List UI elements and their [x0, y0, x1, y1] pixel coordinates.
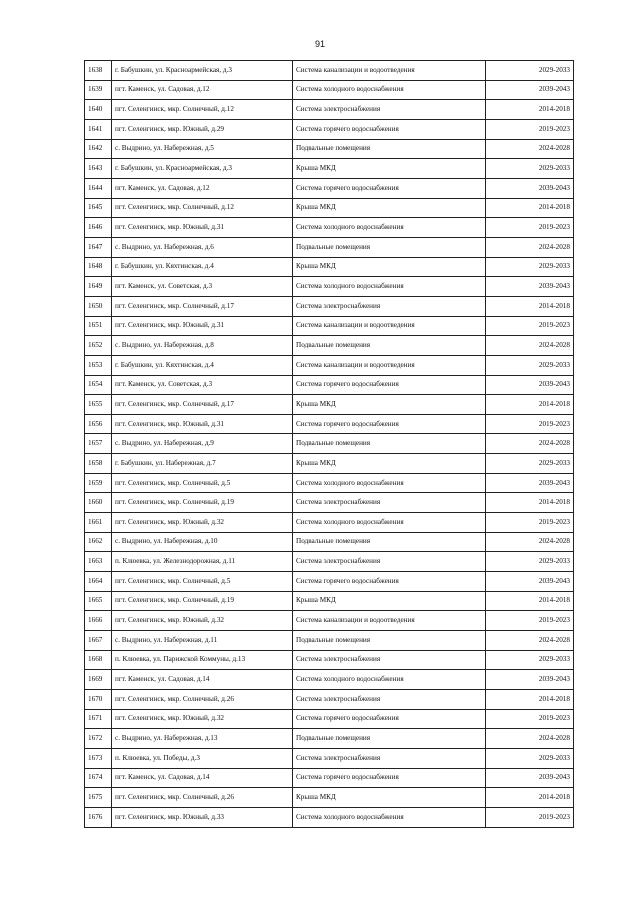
row-period: 2014-2018: [486, 690, 574, 710]
row-period: 2029-2033: [486, 748, 574, 768]
row-system: Подвальные помещения: [293, 729, 486, 749]
row-system: Система горячего водоснабжения: [293, 178, 486, 198]
row-number: 1675: [85, 788, 112, 808]
page-number: 91: [314, 39, 325, 49]
row-system: Система электроснабжения: [293, 690, 486, 710]
row-system: Крыша МКД: [293, 257, 486, 277]
row-system: Система электроснабжения: [293, 493, 486, 513]
row-address: с. Выдрино, ул. Набережная, д.9: [112, 434, 293, 454]
row-period: 2019-2023: [486, 316, 574, 336]
row-number: 1650: [85, 296, 112, 316]
row-address: пгт. Селенгинск, мкр. Солнечный, д.5: [112, 473, 293, 493]
row-period: 2029-2033: [486, 454, 574, 474]
row-number: 1664: [85, 572, 112, 592]
row-number: 1656: [85, 414, 112, 434]
row-address: с. Выдрино, ул. Набережная, д.11: [112, 631, 293, 651]
row-system: Система канализации и водоотведения: [293, 355, 486, 375]
row-system: Система горячего водоснабжения: [293, 709, 486, 729]
row-period: 2029-2033: [486, 552, 574, 572]
row-address: пгт. Каменск, ул. Садовая, д.12: [112, 80, 293, 100]
row-period: 2039-2043: [486, 572, 574, 592]
row-period: 2019-2023: [486, 611, 574, 631]
row-period: 2039-2043: [486, 375, 574, 395]
row-period: 2019-2023: [486, 119, 574, 139]
table-row: [85, 729, 574, 749]
table-row: [85, 61, 574, 81]
table-row: [85, 631, 574, 651]
row-system: Подвальные помещения: [293, 434, 486, 454]
row-number: 1669: [85, 670, 112, 690]
row-system: Система горячего водоснабжения: [293, 768, 486, 788]
row-system: Система горячего водоснабжения: [293, 119, 486, 139]
row-number: 1671: [85, 709, 112, 729]
row-address: п. Клюевка, ул. Победы, д.3: [112, 748, 293, 768]
table-body: [85, 61, 574, 828]
row-period: 2019-2023: [486, 807, 574, 827]
row-system: Система электроснабжения: [293, 552, 486, 572]
row-address: с. Выдрино, ул. Набережная, д.6: [112, 237, 293, 257]
table-row: [85, 591, 574, 611]
row-period: 2014-2018: [486, 493, 574, 513]
row-number: 1668: [85, 650, 112, 670]
table-row: [85, 454, 574, 474]
row-number: 1638: [85, 61, 112, 81]
row-period: 2029-2033: [486, 257, 574, 277]
table-row: [85, 670, 574, 690]
table-row: [85, 748, 574, 768]
row-system: Система горячего водоснабжения: [293, 572, 486, 592]
row-system: Система электроснабжения: [293, 100, 486, 120]
row-system: Система канализации и водоотведения: [293, 61, 486, 81]
row-address: пгт. Селенгинск, мкр. Солнечный, д.12: [112, 100, 293, 120]
table-row: [85, 375, 574, 395]
row-number: 1676: [85, 807, 112, 827]
repair-schedule-table: [84, 60, 574, 828]
row-period: 2039-2043: [486, 768, 574, 788]
table-row: [85, 434, 574, 454]
row-address: пгт. Селенгинск, мкр. Солнечный, д.26: [112, 788, 293, 808]
row-number: 1639: [85, 80, 112, 100]
row-address: пгт. Селенгинск, мкр. Южный, д.29: [112, 119, 293, 139]
row-number: 1663: [85, 552, 112, 572]
row-period: 2039-2043: [486, 277, 574, 297]
row-period: 2024-2028: [486, 532, 574, 552]
table-row: [85, 139, 574, 159]
row-number: 1670: [85, 690, 112, 710]
row-number: 1640: [85, 100, 112, 120]
row-system: Крыша МКД: [293, 198, 486, 218]
row-system: Система холодного водоснабжения: [293, 473, 486, 493]
row-address: с. Выдрино, ул. Набережная, д.5: [112, 139, 293, 159]
row-address: пгт. Каменск, ул. Садовая, д.12: [112, 178, 293, 198]
row-period: 2039-2043: [486, 80, 574, 100]
row-period: 2014-2018: [486, 296, 574, 316]
row-number: 1655: [85, 395, 112, 415]
table-row: [85, 552, 574, 572]
row-system: Система холодного водоснабжения: [293, 80, 486, 100]
row-address: пгт. Каменск, ул. Садовая, д.14: [112, 670, 293, 690]
row-number: 1660: [85, 493, 112, 513]
row-address: г. Бабушкин, ул. Кяхтинская, д.4: [112, 257, 293, 277]
row-period: 2019-2023: [486, 709, 574, 729]
row-address: пгт. Селенгинск, мкр. Южный, д.31: [112, 414, 293, 434]
row-number: 1645: [85, 198, 112, 218]
row-system: Система холодного водоснабжения: [293, 807, 486, 827]
row-system: Система электроснабжения: [293, 650, 486, 670]
row-number: 1665: [85, 591, 112, 611]
row-address: пгт. Селенгинск, мкр. Солнечный, д.26: [112, 690, 293, 710]
row-system: Подвальные помещения: [293, 631, 486, 651]
row-system: Система холодного водоснабжения: [293, 218, 486, 238]
table-row: [85, 513, 574, 533]
row-address: п. Клюевка, ул. Железнодорожная, д.11: [112, 552, 293, 572]
row-number: 1643: [85, 159, 112, 179]
table-row: [85, 768, 574, 788]
row-system: Система электроснабжения: [293, 748, 486, 768]
table-row: [85, 611, 574, 631]
row-number: 1653: [85, 355, 112, 375]
row-period: 2014-2018: [486, 395, 574, 415]
row-address: с. Выдрино, ул. Набережная, д.10: [112, 532, 293, 552]
row-system: Система горячего водоснабжения: [293, 375, 486, 395]
row-number: 1662: [85, 532, 112, 552]
row-number: 1659: [85, 473, 112, 493]
row-address: пгт. Селенгинск, мкр. Южный, д.31: [112, 316, 293, 336]
table-row: [85, 788, 574, 808]
row-address: пгт. Селенгинск, мкр. Солнечный, д.5: [112, 572, 293, 592]
table-row: [85, 159, 574, 179]
row-address: пгт. Каменск, ул. Советская, д.3: [112, 277, 293, 297]
row-number: 1658: [85, 454, 112, 474]
row-address: г. Бабушкин, ул. Красноармейская, д.3: [112, 61, 293, 81]
row-system: Система канализации и водоотведения: [293, 316, 486, 336]
row-system: Крыша МКД: [293, 395, 486, 415]
row-address: с. Выдрино, ул. Набережная, д.13: [112, 729, 293, 749]
row-number: 1673: [85, 748, 112, 768]
row-number: 1644: [85, 178, 112, 198]
row-address: п. Клюевка, ул. Парижской Коммуны, д.13: [112, 650, 293, 670]
row-period: 2029-2033: [486, 355, 574, 375]
row-system: Подвальные помещения: [293, 139, 486, 159]
row-period: 2014-2018: [486, 100, 574, 120]
table-row: [85, 355, 574, 375]
row-address: пгт. Селенгинск, мкр. Южный, д.32: [112, 709, 293, 729]
table-row: [85, 80, 574, 100]
table-row: [85, 493, 574, 513]
table-row: [85, 473, 574, 493]
row-number: 1641: [85, 119, 112, 139]
row-period: 2014-2018: [486, 788, 574, 808]
row-number: 1657: [85, 434, 112, 454]
row-address: пгт. Селенгинск, мкр. Солнечный, д.19: [112, 493, 293, 513]
row-address: с. Выдрино, ул. Набережная, д.8: [112, 336, 293, 356]
row-address: пгт. Каменск, ул. Советская, д.3: [112, 375, 293, 395]
table-row: [85, 336, 574, 356]
table-row: [85, 807, 574, 827]
row-address: пгт. Каменск, ул. Садовая, д.14: [112, 768, 293, 788]
row-address: пгт. Селенгинск, мкр. Южный, д.32: [112, 611, 293, 631]
row-address: пгт. Селенгинск, мкр. Южный, д.32: [112, 513, 293, 533]
table-row: [85, 198, 574, 218]
table-row: [85, 709, 574, 729]
row-system: Крыша МКД: [293, 454, 486, 474]
row-number: 1647: [85, 237, 112, 257]
row-system: Система канализации и водоотведения: [293, 611, 486, 631]
table-row: [85, 316, 574, 336]
row-period: 2039-2043: [486, 178, 574, 198]
row-number: 1646: [85, 218, 112, 238]
row-system: Подвальные помещения: [293, 237, 486, 257]
row-number: 1674: [85, 768, 112, 788]
table-row: [85, 277, 574, 297]
row-period: 2024-2028: [486, 237, 574, 257]
row-period: 2024-2028: [486, 631, 574, 651]
row-system: Система электроснабжения: [293, 296, 486, 316]
row-number: 1661: [85, 513, 112, 533]
row-system: Подвальные помещения: [293, 336, 486, 356]
table-row: [85, 414, 574, 434]
row-address: пгт. Селенгинск, мкр. Южный, д.31: [112, 218, 293, 238]
row-number: 1651: [85, 316, 112, 336]
row-number: 1642: [85, 139, 112, 159]
table-row: [85, 572, 574, 592]
row-number: 1666: [85, 611, 112, 631]
row-number: 1648: [85, 257, 112, 277]
row-system: Крыша МКД: [293, 159, 486, 179]
row-address: пгт. Селенгинск, мкр. Солнечный, д.19: [112, 591, 293, 611]
row-number: 1672: [85, 729, 112, 749]
row-period: 2014-2018: [486, 591, 574, 611]
row-period: 2014-2018: [486, 198, 574, 218]
row-address: г. Бабушкин, ул. Красноармейская, д.3: [112, 159, 293, 179]
row-system: Система холодного водоснабжения: [293, 513, 486, 533]
row-period: 2029-2033: [486, 61, 574, 81]
table-row: [85, 237, 574, 257]
row-period: 2019-2023: [486, 218, 574, 238]
row-period: 2039-2043: [486, 670, 574, 690]
row-period: 2024-2028: [486, 336, 574, 356]
row-number: 1649: [85, 277, 112, 297]
row-number: 1654: [85, 375, 112, 395]
row-period: 2024-2028: [486, 729, 574, 749]
table-row: [85, 119, 574, 139]
row-address: пгт. Селенгинск, мкр. Южный, д.33: [112, 807, 293, 827]
table-row: [85, 532, 574, 552]
table-row: [85, 178, 574, 198]
table-row: [85, 650, 574, 670]
row-system: Крыша МКД: [293, 788, 486, 808]
row-address: пгт. Селенгинск, мкр. Солнечный, д.17: [112, 296, 293, 316]
row-number: 1652: [85, 336, 112, 356]
row-period: 2024-2028: [486, 434, 574, 454]
row-period: 2019-2023: [486, 414, 574, 434]
row-system: Система горячего водоснабжения: [293, 414, 486, 434]
row-system: Система холодного водоснабжения: [293, 670, 486, 690]
row-address: пгт. Селенгинск, мкр. Солнечный, д.17: [112, 395, 293, 415]
row-period: 2029-2033: [486, 159, 574, 179]
row-period: 2039-2043: [486, 473, 574, 493]
row-number: 1667: [85, 631, 112, 651]
table-row: [85, 690, 574, 710]
row-address: г. Бабушкин, ул. Набережная, д.7: [112, 454, 293, 474]
table-row: [85, 218, 574, 238]
table-row: [85, 100, 574, 120]
row-period: 2019-2023: [486, 513, 574, 533]
table-row: [85, 257, 574, 277]
row-system: Подвальные помещения: [293, 532, 486, 552]
row-period: 2024-2028: [486, 139, 574, 159]
row-system: Крыша МКД: [293, 591, 486, 611]
row-period: 2029-2033: [486, 650, 574, 670]
table-row: [85, 395, 574, 415]
row-system: Система холодного водоснабжения: [293, 277, 486, 297]
row-address: г. Бабушкин, ул. Кяхтинская, д.4: [112, 355, 293, 375]
table-row: [85, 296, 574, 316]
row-address: пгт. Селенгинск, мкр. Солнечный, д.12: [112, 198, 293, 218]
